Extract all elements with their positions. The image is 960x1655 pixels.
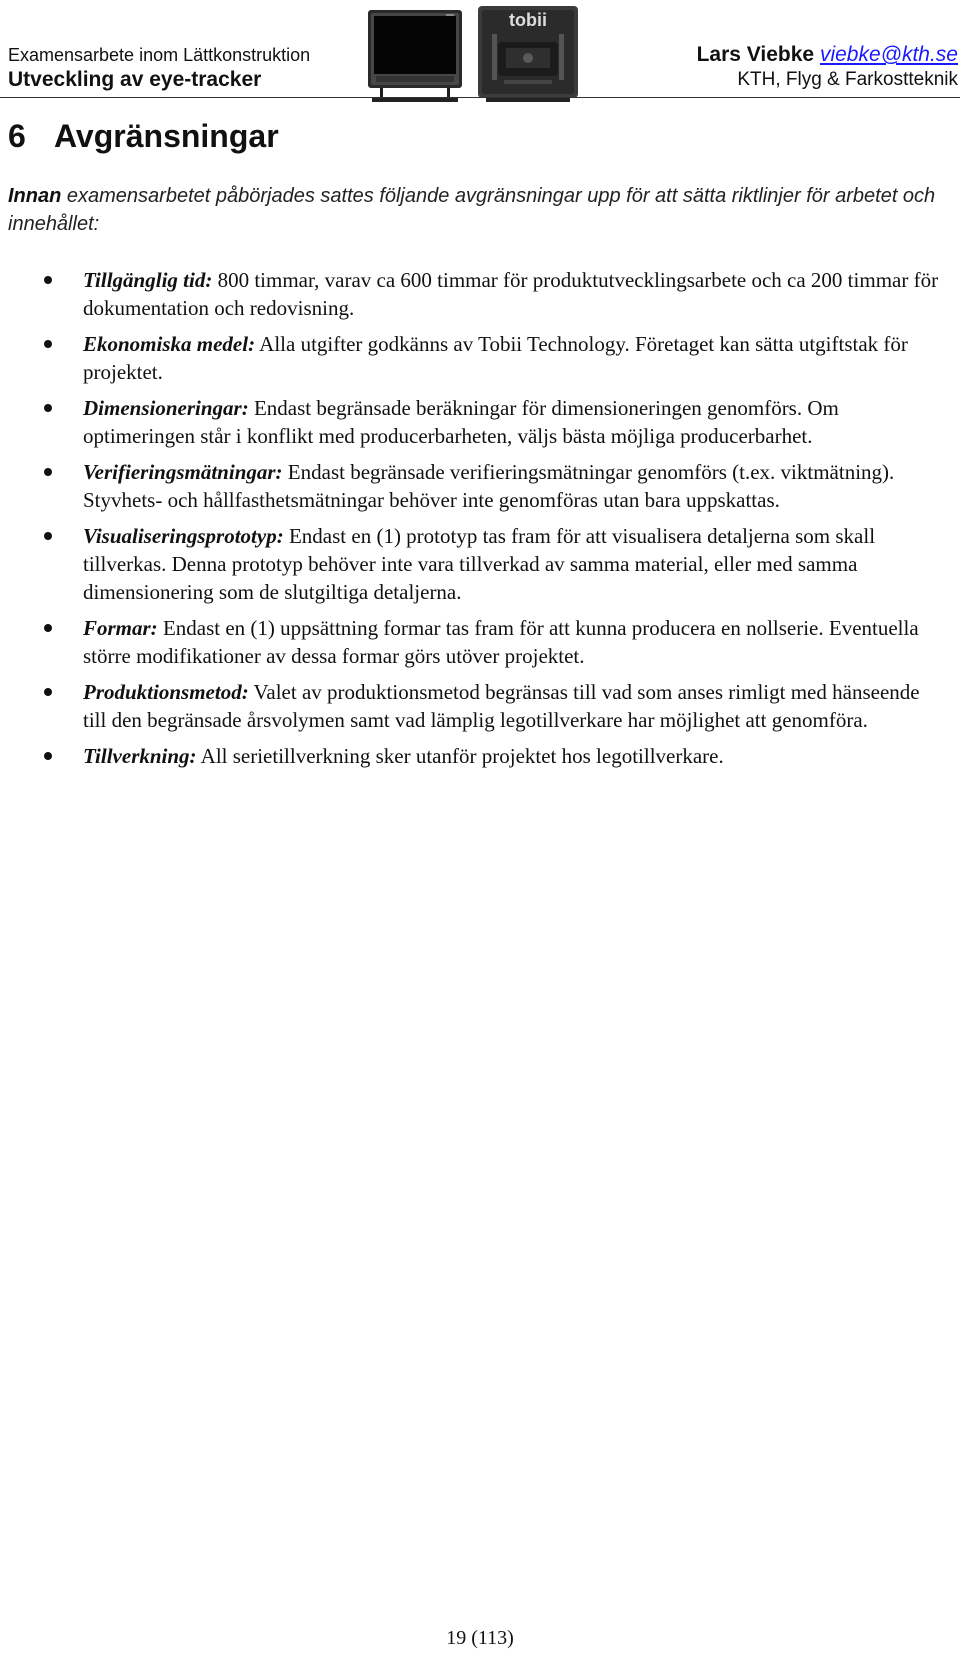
list-item: [0, 330, 960, 386]
limitations-list: [0, 266, 960, 778]
list-item: [0, 522, 960, 606]
item-text: Endast en (1) prototyp tas fram för att visualisera detaljerna som skall tillverkas. Denna prototyp behöver inte vara tillverkad av samma material, eller med samma dimensionering som de slutgiltiga detaljerna.: [83, 524, 876, 604]
item-term: Visualiseringsprototyp:: [83, 524, 284, 548]
section-number: 6: [8, 118, 26, 154]
section-title: Avgränsningar: [54, 118, 279, 154]
report-title: Utveckling av eye-tracker: [8, 68, 262, 91]
bullet-icon: [44, 468, 52, 476]
item-text: Valet av produktionsmetod begränsas till vad som anses rimligt med hänseende till den begränsade årsvolymen samt vad lämplig legotillverkare har möjlighet att genomföra.: [83, 680, 920, 732]
bullet-icon: [44, 276, 52, 284]
intro-lead: Innan: [8, 185, 62, 207]
item-term: Produktionsmetod:: [83, 680, 249, 704]
item-text: Endast en (1) uppsättning formar tas fram för att kunna producera en nollserie. Eventuella större modifikationer av dessa formar görs utöver projektet.: [83, 616, 919, 668]
bullet-icon: [44, 404, 52, 412]
list-item: [0, 678, 960, 734]
item-term: Formar:: [83, 616, 158, 640]
item-text: Alla utgifter godkänns av Tobii Technology. Företaget kan sätta utgiftstak för projektet.: [83, 332, 908, 384]
eye-tracker-front-photo: [366, 4, 464, 104]
item-text: Endast begränsade verifieringsmätningar genomförs (t.ex. viktmätning). Styvhets- och hållfasthetsmätningar behöver inte genomföras utan bara uppskattas.: [83, 460, 895, 512]
intro-text: examensarbetet påbörjades sattes följande avgränsningar upp för att sätta riktlinjer för arbetet och innehållet:: [8, 185, 936, 235]
department: KTH, Flyg & Farkostteknik: [737, 69, 958, 90]
item-text: 800 timmar, varav ca 600 timmar för produktutvecklingsarbete och ca 200 timmar för dokumentation och redovisning.: [83, 268, 939, 320]
item-term: Tillverkning:: [83, 744, 197, 768]
bullet-icon: [44, 752, 52, 760]
section-heading: [8, 116, 279, 156]
bullet-icon: [44, 532, 52, 540]
header-right: [697, 42, 958, 92]
report-type: Examensarbete inom Lättkonstruktion: [8, 45, 311, 65]
header-left: [8, 44, 310, 93]
list-item: [0, 266, 960, 322]
item-term: Dimensioneringar:: [83, 396, 249, 420]
list-item: [0, 394, 960, 450]
page-number: 19 (113): [446, 1627, 514, 1649]
item-term: Verifieringsmätningar:: [83, 460, 283, 484]
item-text: All serietillverkning sker utanför projektet hos legotillverkare.: [196, 744, 724, 768]
item-text: Endast begränsade beräkningar för dimensioneringen genomförs. Om optimeringen står i konflikt med producerbarheten, väljs bästa möjliga producerbarhet.: [83, 396, 839, 448]
author-name: Lars Viebke: [696, 43, 815, 66]
item-term: Ekonomiska medel:: [83, 332, 256, 356]
item-term: Tillgänglig tid:: [83, 268, 213, 292]
header-divider: [0, 97, 960, 98]
author-email-link[interactable]: viebke@kth.se: [819, 43, 958, 66]
eye-tracker-back-photo: [476, 4, 580, 104]
bullet-icon: [44, 340, 52, 348]
bullet-icon: [44, 688, 52, 696]
author-line: [697, 42, 958, 68]
list-item: [0, 614, 960, 670]
tobii-logo: tobii: [509, 10, 547, 30]
list-item: [0, 742, 960, 770]
intro-paragraph: [8, 182, 938, 238]
bullet-icon: [44, 624, 52, 632]
list-item: [0, 458, 960, 514]
